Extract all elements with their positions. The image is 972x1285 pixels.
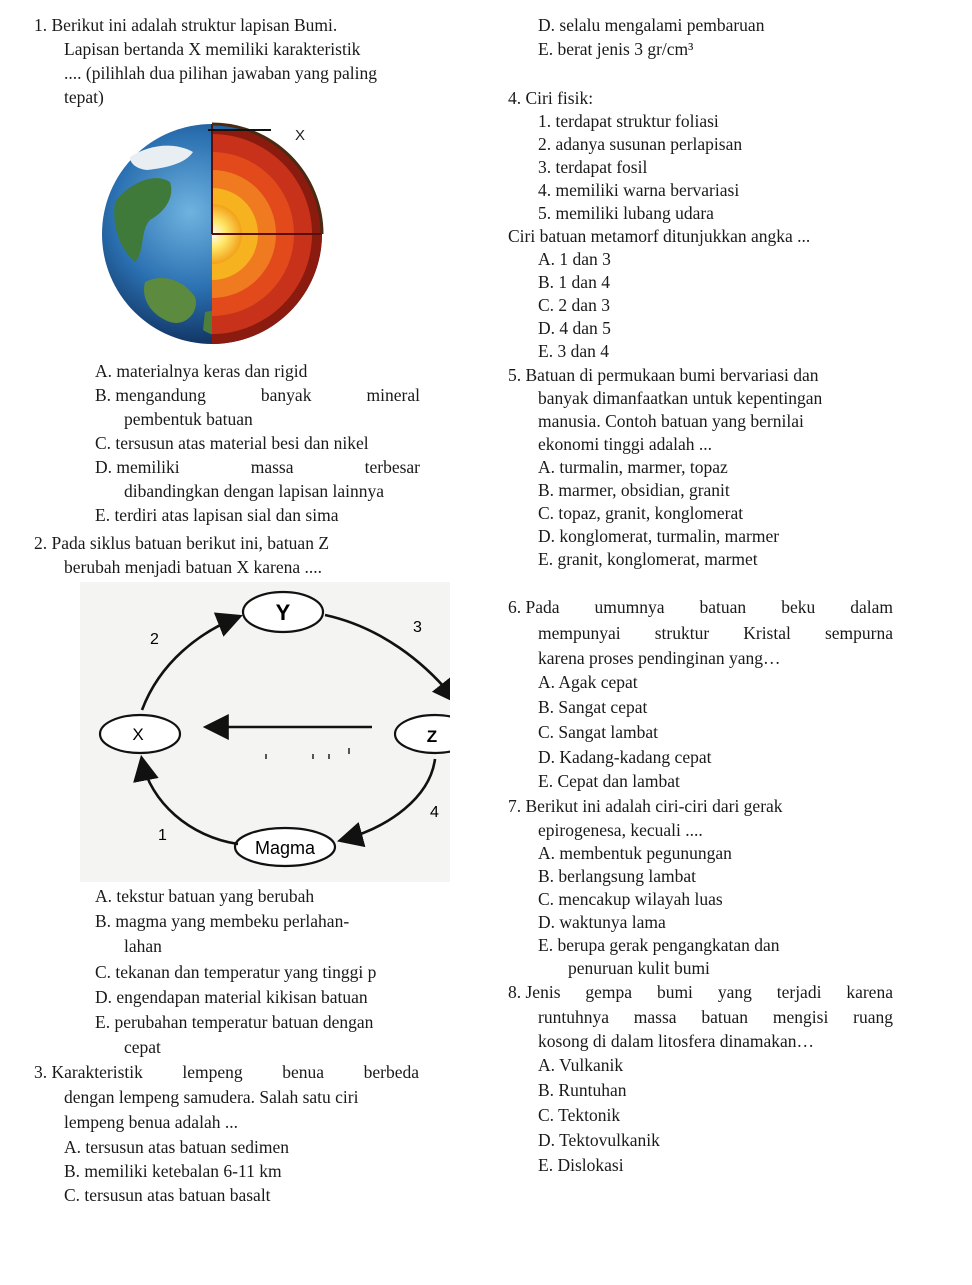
node-magma-label: Magma bbox=[254, 838, 316, 858]
figure-label-x: X bbox=[295, 127, 306, 144]
q4-title: 4. Ciri fisik: bbox=[508, 88, 594, 108]
q8-line-1: 8. Jenis gempa bumi yang terjadi karena bbox=[508, 982, 893, 1002]
q6-option-c: C. Sangat lambat bbox=[538, 722, 659, 742]
q6-option-b: B. Sangat cepat bbox=[538, 697, 648, 717]
q2-option-a: A. tekstur batuan yang berubah bbox=[95, 886, 315, 906]
q1-option-d-cont: dibandingkan dengan lapisan lainnya bbox=[124, 481, 384, 501]
q2-option-e: E. perubahan temperatur batuan dengan bbox=[95, 1012, 374, 1032]
q3-option-d: D. selalu mengalami pembaruan bbox=[538, 15, 765, 35]
q2-option-b: B. magma yang membeku perlahan- bbox=[95, 911, 350, 931]
q7-option-c: C. mencakup wilayah luas bbox=[538, 889, 723, 909]
q5-option-a: A. turmalin, marmer, topaz bbox=[538, 457, 728, 477]
q4-item-5: 5. memiliki lubang udara bbox=[538, 203, 714, 223]
q1-option-d: D. memiliki massa terbesar bbox=[95, 457, 420, 477]
q1-option-c: C. tersusun atas material besi dan nikel bbox=[95, 433, 369, 453]
q2-option-d: D. engendapan material kikisan batuan bbox=[95, 987, 368, 1007]
node-x-label: X bbox=[132, 725, 144, 744]
rock-cycle-diagram bbox=[80, 582, 450, 882]
q8-option-c: C. Tektonik bbox=[538, 1105, 621, 1125]
q3-line-3: lempeng benua adalah ... bbox=[64, 1112, 238, 1132]
arrow-2-label: 2 bbox=[150, 631, 159, 648]
arrow-4-label: 4 bbox=[430, 804, 439, 821]
node-z-label: Z bbox=[426, 727, 438, 746]
q3-option-e: E. berat jenis 3 gr/cm³ bbox=[538, 39, 694, 59]
q7-option-a: A. membentuk pegunungan bbox=[538, 843, 732, 863]
q5-option-b: B. marmer, obsidian, granit bbox=[538, 480, 730, 500]
q4-item-1: 1. terdapat struktur foliasi bbox=[538, 111, 719, 131]
q4-item-4: 4. memiliki warna bervariasi bbox=[538, 180, 740, 200]
node-y-label: Y bbox=[275, 600, 291, 625]
q6-line-1: 6. Pada umumnya batuan beku dalam bbox=[508, 597, 893, 617]
q7-option-d: D. waktunya lama bbox=[538, 912, 666, 932]
q2-option-e-cont: cepat bbox=[124, 1037, 161, 1057]
q4-question: Ciri batuan metamorf ditunjukkan angka ... bbox=[508, 226, 811, 246]
q8-line-3: kosong di dalam litosfera dinamakan… bbox=[538, 1031, 815, 1051]
q8-option-a: A. Vulkanik bbox=[538, 1055, 624, 1075]
q8-option-e: E. Dislokasi bbox=[538, 1155, 624, 1175]
q5-line-3: manusia. Contoh batuan yang bernilai bbox=[538, 411, 804, 431]
q7-option-b: B. berlangsung lambat bbox=[538, 866, 696, 886]
q1-option-b-cont: pembentuk batuan bbox=[124, 409, 253, 429]
q6-line-3: karena proses pendinginan yang… bbox=[538, 648, 781, 668]
q5-line-2: banyak dimanfaatkan untuk kepentingan bbox=[538, 388, 823, 408]
q6-option-a: A. Agak cepat bbox=[538, 672, 638, 692]
q1-line-1: 1. Berikut ini adalah struktur lapisan Bumi. bbox=[34, 15, 338, 35]
q5-line-1: 5. Batuan di permukaan bumi bervariasi dan bbox=[508, 365, 819, 385]
q7-option-e: E. berupa gerak pengangkatan dan bbox=[538, 935, 780, 955]
q4-option-e: E. 3 dan 4 bbox=[538, 341, 609, 361]
q1-line-4: tepat) bbox=[64, 87, 104, 107]
q8-option-b: B. Runtuhan bbox=[538, 1080, 627, 1100]
q7-option-e-cont: penuruan kulit bumi bbox=[568, 958, 710, 978]
q1-line-3: .... (pilihlah dua pilihan jawaban yang paling bbox=[64, 63, 377, 83]
q3-option-a: A. tersusun atas batuan sedimen bbox=[64, 1137, 290, 1157]
q3-line-1: 3. Karakteristik lempeng benua berbeda bbox=[34, 1062, 419, 1082]
q1-option-e: E. terdiri atas lapisan sial dan sima bbox=[95, 505, 339, 525]
arrow-3-label: 3 bbox=[413, 619, 422, 636]
q4-item-2: 2. adanya susunan perlapisan bbox=[538, 134, 743, 154]
q5-option-e: E. granit, konglomerat, marmet bbox=[538, 549, 758, 569]
q6-line-2: mempunyai struktur Kristal sempurna bbox=[538, 623, 893, 643]
q4-option-b: B. 1 dan 4 bbox=[538, 272, 610, 292]
q6-option-d: D. Kadang-kadang cepat bbox=[538, 747, 712, 767]
q7-line-2: epirogenesa, kecuali .... bbox=[538, 820, 703, 840]
q4-option-c: C. 2 dan 3 bbox=[538, 295, 610, 315]
q7-line-1: 7. Berikut ini adalah ciri-ciri dari gerak bbox=[508, 796, 783, 816]
q3-option-c: C. tersusun atas batuan basalt bbox=[64, 1185, 271, 1205]
q2-option-b-cont: lahan bbox=[124, 936, 162, 956]
q1-line-2: Lapisan bertanda X memiliki karakteristik bbox=[64, 39, 361, 59]
earth-layers-illustration bbox=[75, 112, 345, 357]
q6-option-e: E. Cepat dan lambat bbox=[538, 771, 680, 791]
q8-option-d: D. Tektovulkanik bbox=[538, 1130, 660, 1150]
arrow-1-label: 1 bbox=[158, 827, 167, 844]
q3-option-b: B. memiliki ketebalan 6-11 km bbox=[64, 1161, 282, 1181]
q2-line-2: berubah menjadi batuan X karena .... bbox=[64, 557, 323, 577]
q3-line-2: dengan lempeng samudera. Salah satu ciri bbox=[64, 1087, 359, 1107]
q1-option-b: B. mengandung banyak mineral bbox=[95, 385, 420, 405]
q2-option-c: C. tekanan dan temperatur yang tinggi p bbox=[95, 962, 377, 982]
q4-item-3: 3. terdapat fosil bbox=[538, 157, 648, 177]
q4-option-a: A. 1 dan 3 bbox=[538, 249, 611, 269]
q4-option-d: D. 4 dan 5 bbox=[538, 318, 611, 338]
q8-line-2: runtuhnya massa batuan mengisi ruang bbox=[538, 1007, 893, 1027]
q5-line-4: ekonomi tinggi adalah ... bbox=[538, 434, 712, 454]
q2-line-1: 2. Pada siklus batuan berikut ini, batuan Z bbox=[34, 533, 330, 553]
q5-option-d: D. konglomerat, turmalin, marmer bbox=[538, 526, 780, 546]
q5-option-c: C. topaz, granit, konglomerat bbox=[538, 503, 744, 523]
q1-option-a: A. materialnya keras dan rigid bbox=[95, 361, 308, 381]
